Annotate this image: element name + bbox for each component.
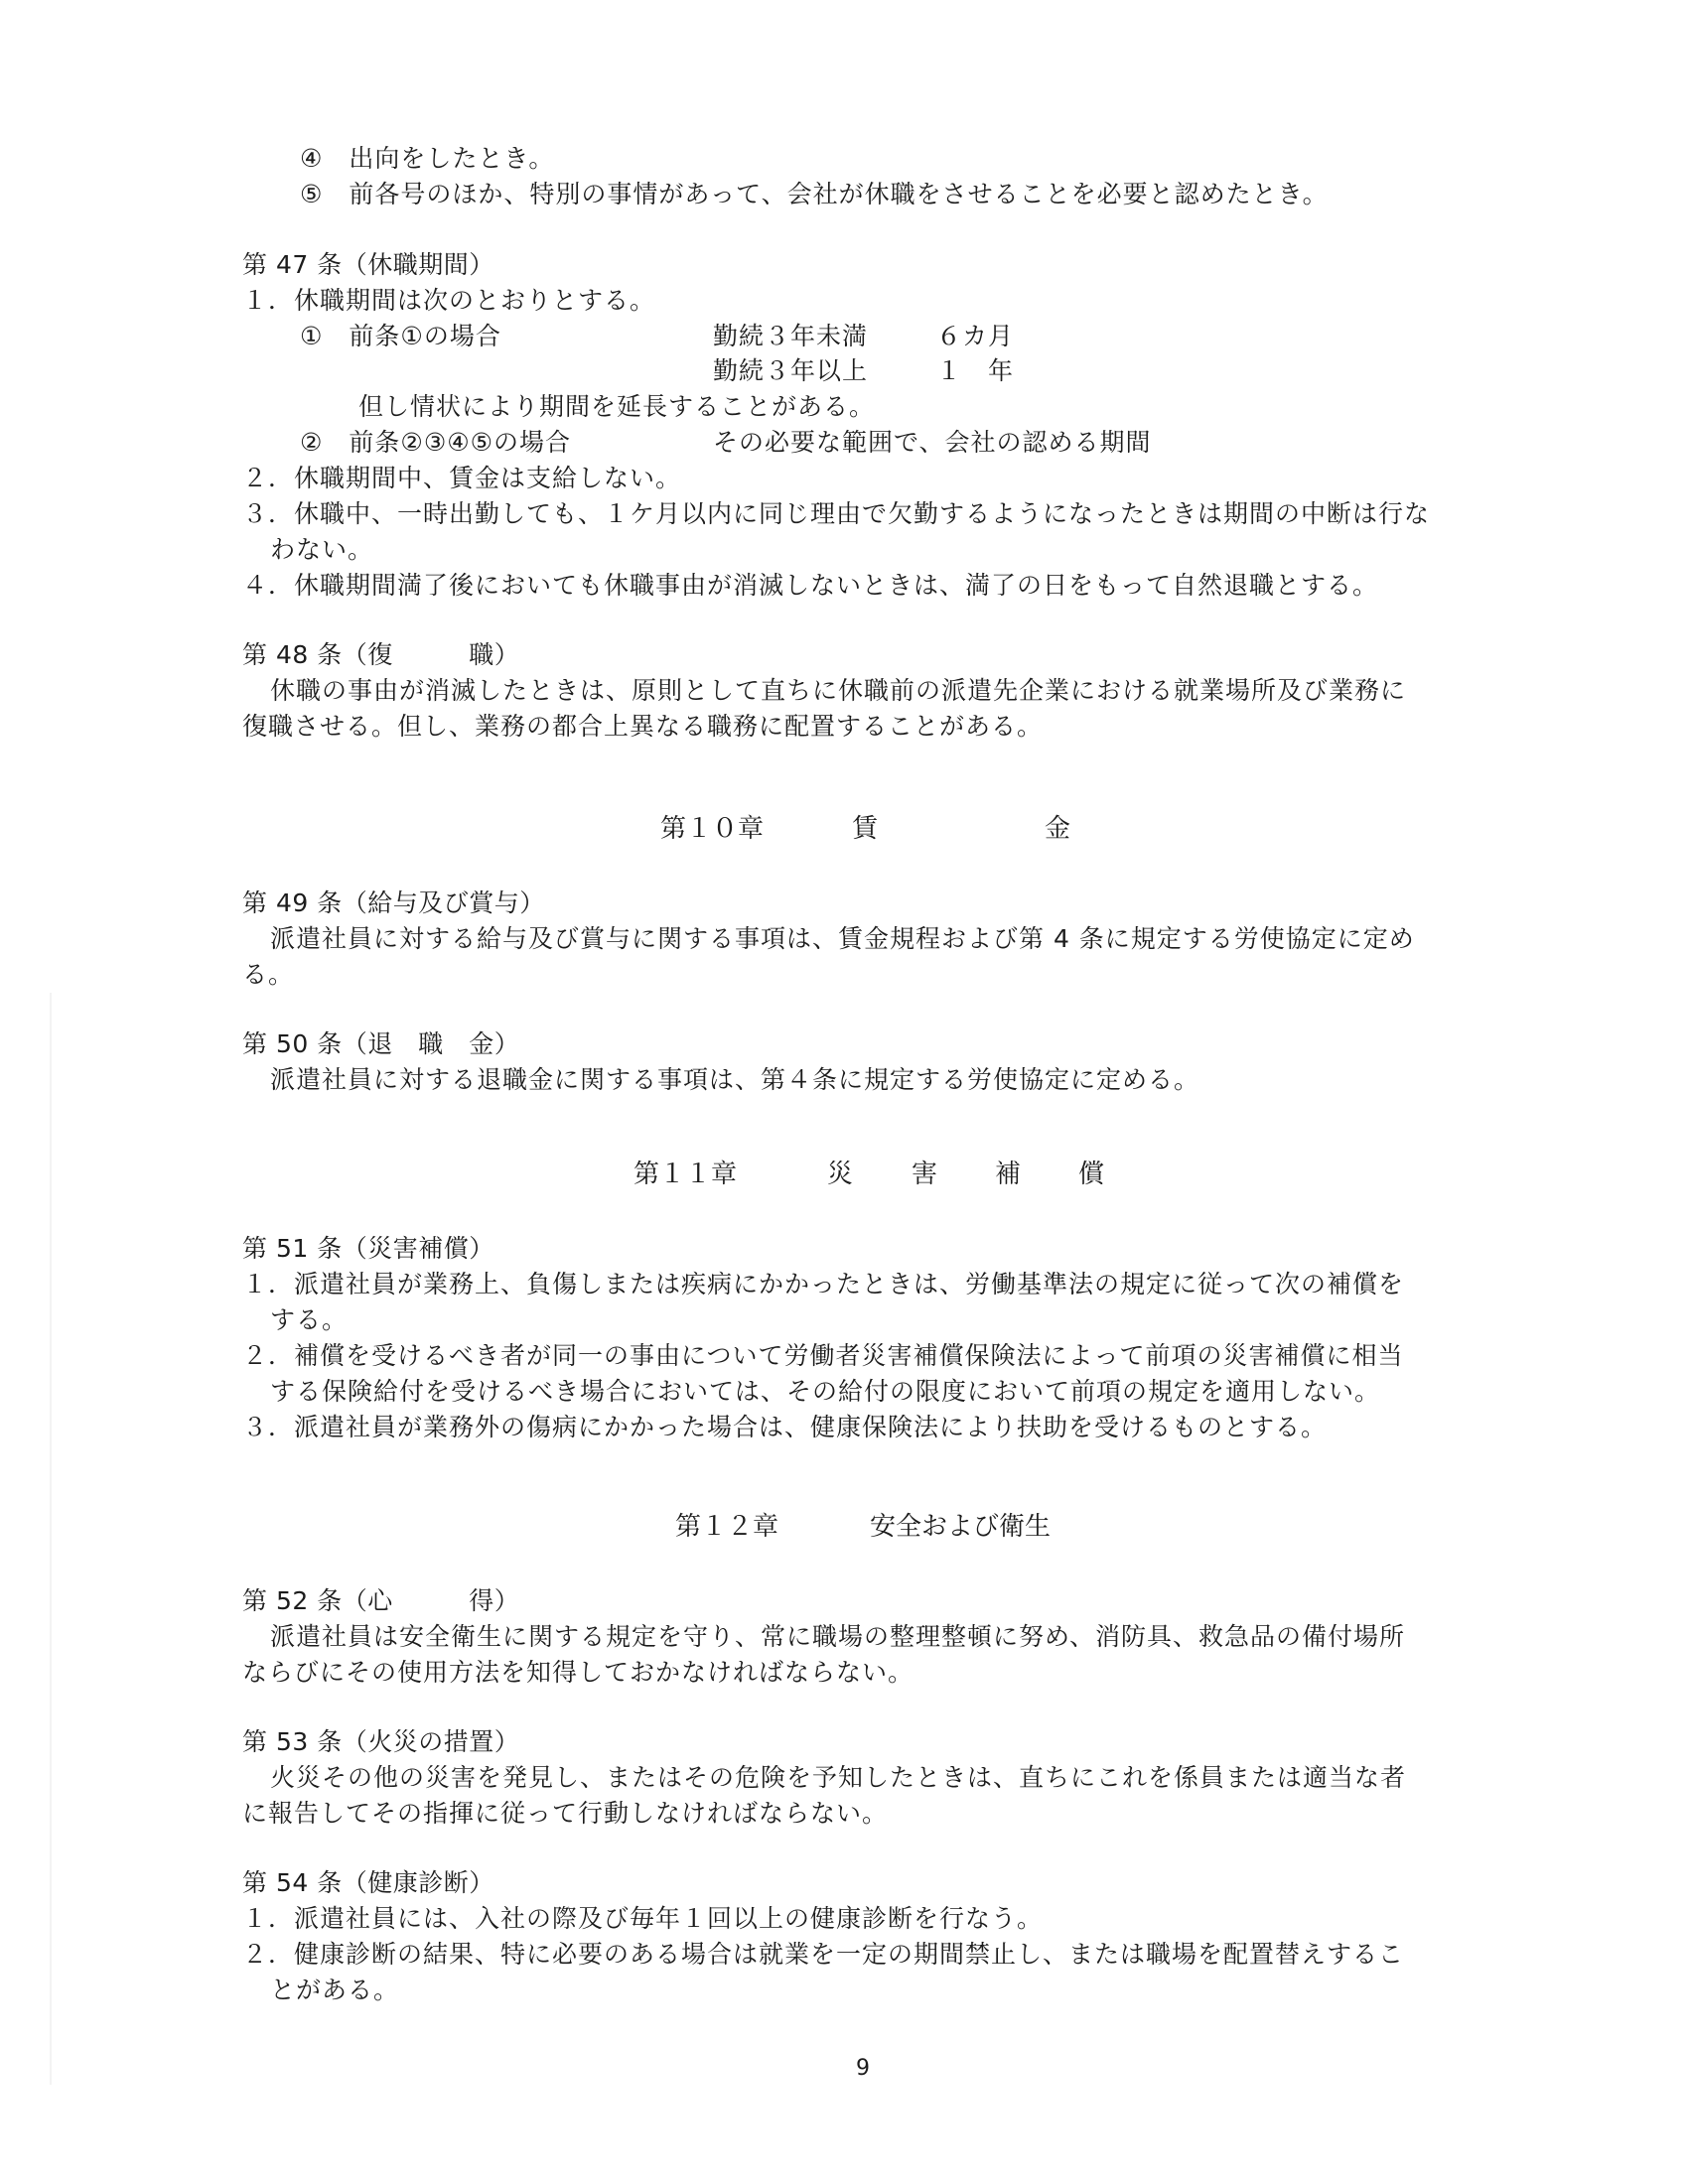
art52-line-1: 派遣社員は安全衛生に関する規定を守り、常に職場の整理整頓に努め、消防具、救急品の備付場所 xyxy=(270,1622,1406,1651)
art50-line-1: 派遣社員に対する退職金に関する事項は、第４条に規定する労使協定に定める。 xyxy=(270,1065,1200,1094)
art50-heading: 第 50 条（退 職 金） xyxy=(242,1029,520,1058)
art52-line-2: ならびにその使用方法を知得しておかなければならない。 xyxy=(242,1658,914,1687)
art47-case-2-label: ② 前条②③④⑤の場合 xyxy=(300,428,572,457)
chapter-10-title-char-2: 金 xyxy=(1045,814,1071,844)
art49-line-1: 派遣社員に対する給与及び賞与に関する事項は、賃金規程および第 4 条に規定する労使協定に定め xyxy=(270,924,1415,953)
art47-para-4: ４．休職期間満了後においても休職事由が消滅しないときは、満了の日をもって自然退職とする。 xyxy=(242,571,1379,600)
art51-para-2-line-2: する保険給付を受けるべき場合においては、その給付の限度において前項の規定を適用しない。 xyxy=(270,1377,1381,1406)
art54-para-2-line-1: ２．健康診断の結果、特に必要のある場合は就業を一定の期間禁止し、または職場を配置替えするこ xyxy=(242,1940,1405,1969)
art48-line-1: 休職の事由が消滅したときは、原則として直ちに休職前の派遣先企業における就業場所及び業務に xyxy=(270,676,1407,705)
chapter-10-heading xyxy=(0,812,1688,846)
art53-line-2: に報告してその指揮に従って行動しなければならない。 xyxy=(242,1799,889,1828)
art51-para-1-line-2: する。 xyxy=(270,1305,349,1334)
art49-line-2: る。 xyxy=(242,960,295,989)
chapter-12-number: 第１２章 xyxy=(675,1512,779,1542)
chapter-10-title-char-1: 賃 xyxy=(852,814,879,844)
art47-case-1-cond-2: 勤続３年以上 xyxy=(713,356,869,385)
art46-item-5: ⑤ 前各号のほか、特別の事情があって、会社が休職をさせることを必要と認めたとき。 xyxy=(300,180,1329,208)
art51-para-2-line-1: ２．補償を受けるべき者が同一の事由について労働者災害補償保険法によって前項の災害補償に相当 xyxy=(242,1341,1404,1370)
art54-para-2-line-2: とがある。 xyxy=(270,1976,400,2004)
art52-heading: 第 52 条（心 得） xyxy=(242,1586,520,1615)
chapter-11-title-char-4: 償 xyxy=(1078,1160,1105,1189)
art54-para-1: １．派遣社員には、入社の際及び毎年１回以上の健康診断を行なう。 xyxy=(242,1904,1044,1933)
art47-heading: 第 47 条（休職期間） xyxy=(242,250,494,279)
chapter-11-title-char-2: 害 xyxy=(912,1160,938,1189)
art48-line-2: 復職させる。但し、業務の都合上異なる職務に配置することがある。 xyxy=(242,712,1044,741)
art47-case-1-note: 但し情状により期間を延長することがある。 xyxy=(358,392,876,421)
art51-heading: 第 51 条（災害補償） xyxy=(242,1234,494,1263)
chapter-12-heading xyxy=(0,1510,1688,1544)
chapter-11-title-char-1: 災 xyxy=(827,1160,854,1189)
chapter-11-number: 第１１章 xyxy=(633,1160,738,1189)
art47-case-1-label: ① 前条①の場合 xyxy=(300,322,501,350)
chapter-11-heading xyxy=(0,1158,1688,1191)
page-number: 9 xyxy=(856,2056,870,2081)
art48-heading: 第 48 条（復 職） xyxy=(242,640,520,669)
art49-heading: 第 49 条（給与及び賞与） xyxy=(242,888,545,917)
art51-para-1-line-1: １．派遣社員が業務上、負傷しまたは疾病にかかったときは、労働基準法の規定に従って次の補償を xyxy=(242,1270,1405,1298)
art51-para-3: ３．派遣社員が業務外の傷病にかかった場合は、健康保険法により扶助を受けるものとする。 xyxy=(242,1413,1328,1441)
art46-item-4: ④ 出向をしたとき。 xyxy=(300,144,555,173)
art53-line-1: 火災その他の災害を発見し、またはその危険を予知したときは、直ちにこれを係員または適当な者 xyxy=(270,1763,1407,1792)
art47-case-1-val-1: ６カ月 xyxy=(936,322,1015,350)
art47-para-3-line-2: わない。 xyxy=(270,535,374,564)
art47-para-3-line-1: ３．休職中、一時出勤しても、１ケ月以内に同じ理由で欠勤するようになったときは期間の中断は行な xyxy=(242,499,1431,528)
art47-case-1-val-2: １ 年 xyxy=(936,356,1015,385)
art47-case-1-cond-1: 勤続３年未満 xyxy=(713,322,869,350)
art47-para-1: １．休職期間は次のとおりとする。 xyxy=(242,286,656,315)
art53-heading: 第 53 条（火災の措置） xyxy=(242,1727,520,1756)
chapter-10-number: 第１０章 xyxy=(660,814,765,844)
chapter-12-title: 安全および衛生 xyxy=(870,1512,1052,1542)
chapter-11-title-char-3: 補 xyxy=(995,1160,1022,1189)
art54-heading: 第 54 条（健康診断） xyxy=(242,1868,494,1897)
art47-case-2-value: その必要な範囲で、会社の認める期間 xyxy=(713,428,1152,457)
art47-para-2: ２．休職期間中、賃金は支給しない。 xyxy=(242,464,682,492)
